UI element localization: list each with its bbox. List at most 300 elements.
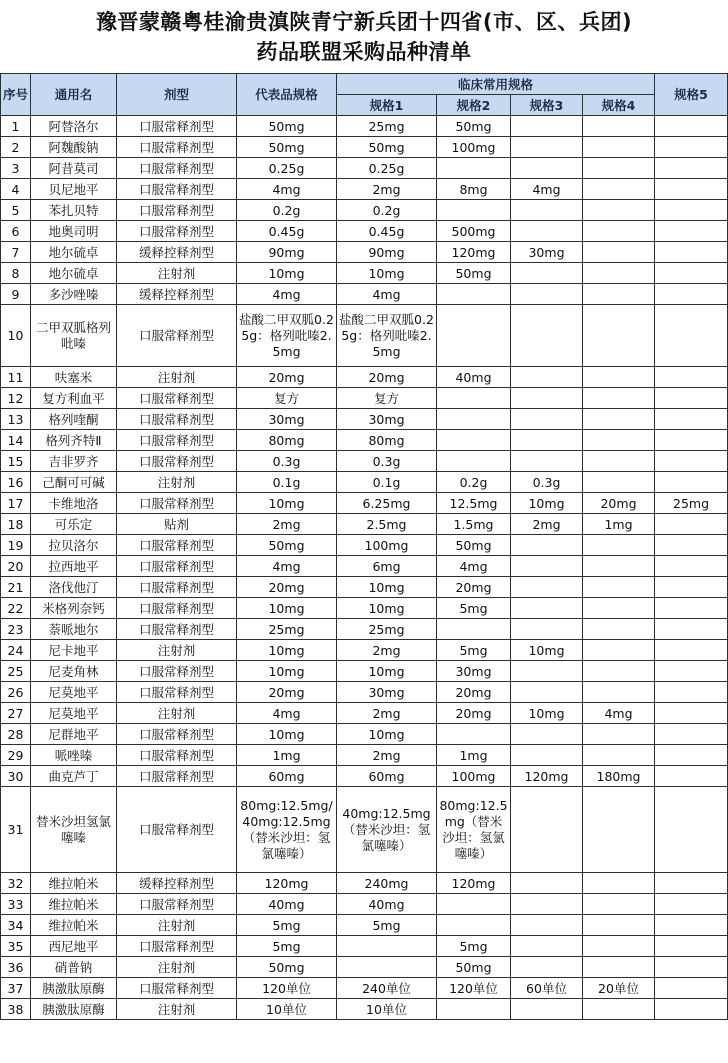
cell-spec-4 xyxy=(583,367,655,388)
cell-name: 维拉帕米 xyxy=(31,873,117,894)
cell-form: 口服常释剂型 xyxy=(117,619,237,640)
cell-rep-spec: 90mg xyxy=(237,242,337,263)
table-row xyxy=(1,766,728,787)
header-spec-3: 规格3 xyxy=(511,95,583,116)
cell-spec-3 xyxy=(511,999,583,1020)
document-title-line1: 豫晋蒙赣粤桂渝贵滇陕青宁新兵团十四省(市、区、兵团) xyxy=(95,10,633,34)
header-rep-spec: 代表品规格 xyxy=(237,74,337,116)
cell-rep-spec: 50mg xyxy=(237,957,337,978)
cell-rep-spec: 0.1g xyxy=(237,472,337,493)
cell-spec-5 xyxy=(655,682,728,703)
cell-name: 阿替洛尔 xyxy=(31,116,117,137)
cell-spec-1: 20mg xyxy=(337,367,437,388)
cell-spec-2 xyxy=(437,451,511,472)
cell-index: 7 xyxy=(1,242,31,263)
cell-spec-5 xyxy=(655,200,728,221)
cell-spec-5 xyxy=(655,661,728,682)
cell-spec-4 xyxy=(583,221,655,242)
cell-rep-spec: 50mg xyxy=(237,116,337,137)
cell-rep-spec: 0.2g xyxy=(237,200,337,221)
cell-name: 格列齐特Ⅱ xyxy=(31,430,117,451)
cell-spec-4 xyxy=(583,682,655,703)
cell-spec-4: 20mg xyxy=(583,493,655,514)
cell-name: 复方利血平 xyxy=(31,388,117,409)
cell-spec-3: 10mg xyxy=(511,640,583,661)
cell-index: 34 xyxy=(1,915,31,936)
cell-form: 注射剂 xyxy=(117,957,237,978)
cell-spec-4 xyxy=(583,242,655,263)
cell-index: 8 xyxy=(1,263,31,284)
cell-form: 口服常释剂型 xyxy=(117,598,237,619)
cell-index: 30 xyxy=(1,766,31,787)
cell-spec-5 xyxy=(655,556,728,577)
cell-spec-2: 50mg xyxy=(437,116,511,137)
cell-spec-3 xyxy=(511,388,583,409)
cell-spec-3 xyxy=(511,284,583,305)
cell-form: 口服常释剂型 xyxy=(117,116,237,137)
cell-spec-4 xyxy=(583,137,655,158)
cell-index: 13 xyxy=(1,409,31,430)
cell-index: 26 xyxy=(1,682,31,703)
table-row xyxy=(1,179,728,200)
cell-spec-1: 0.1g xyxy=(337,472,437,493)
cell-form: 注射剂 xyxy=(117,263,237,284)
cell-index: 20 xyxy=(1,556,31,577)
cell-spec-2: 20mg xyxy=(437,577,511,598)
cell-spec-3: 10mg xyxy=(511,703,583,724)
table-row xyxy=(1,598,728,619)
cell-spec-1 xyxy=(337,936,437,957)
cell-spec-5 xyxy=(655,535,728,556)
cell-spec-5 xyxy=(655,305,728,367)
cell-spec-3 xyxy=(511,158,583,179)
cell-form: 口服常释剂型 xyxy=(117,661,237,682)
cell-spec-1: 2mg xyxy=(337,745,437,766)
table-row xyxy=(1,915,728,936)
cell-spec-4 xyxy=(583,936,655,957)
cell-spec-3 xyxy=(511,661,583,682)
cell-name: 替米沙坦氢氯噻嗪 xyxy=(31,787,117,873)
cell-rep-spec: 4mg xyxy=(237,703,337,724)
cell-spec-2: 50mg xyxy=(437,957,511,978)
cell-form: 口服常释剂型 xyxy=(117,535,237,556)
cell-spec-4 xyxy=(583,577,655,598)
table-row xyxy=(1,200,728,221)
cell-spec-5 xyxy=(655,936,728,957)
cell-spec-2: 12.5mg xyxy=(437,493,511,514)
cell-name: 吉非罗齐 xyxy=(31,451,117,472)
cell-spec-5 xyxy=(655,577,728,598)
cell-name: 卡维地洛 xyxy=(31,493,117,514)
cell-spec-4 xyxy=(583,430,655,451)
cell-rep-spec: 80mg xyxy=(237,430,337,451)
table-row xyxy=(1,936,728,957)
cell-spec-3: 10mg xyxy=(511,493,583,514)
cell-spec-1: 240单位 xyxy=(337,978,437,999)
cell-index: 27 xyxy=(1,703,31,724)
table-row xyxy=(1,493,728,514)
cell-spec-1: 60mg xyxy=(337,766,437,787)
cell-spec-2: 4mg xyxy=(437,556,511,577)
cell-index: 38 xyxy=(1,999,31,1020)
cell-spec-4: 1mg xyxy=(583,514,655,535)
cell-rep-spec: 1mg xyxy=(237,745,337,766)
cell-form: 口服常释剂型 xyxy=(117,158,237,179)
cell-spec-3: 2mg xyxy=(511,514,583,535)
cell-index: 12 xyxy=(1,388,31,409)
cell-spec-2: 500mg xyxy=(437,221,511,242)
cell-rep-spec: 25mg xyxy=(237,619,337,640)
cell-spec-4 xyxy=(583,873,655,894)
cell-name: 地尔硫卓 xyxy=(31,263,117,284)
cell-name: 萘哌地尔 xyxy=(31,619,117,640)
cell-index: 37 xyxy=(1,978,31,999)
cell-rep-spec: 10单位 xyxy=(237,999,337,1020)
table-row xyxy=(1,640,728,661)
cell-index: 36 xyxy=(1,957,31,978)
cell-index: 25 xyxy=(1,661,31,682)
cell-spec-2: 120单位 xyxy=(437,978,511,999)
cell-name: 可乐定 xyxy=(31,514,117,535)
table-row xyxy=(1,535,728,556)
cell-spec-5 xyxy=(655,367,728,388)
cell-spec-3 xyxy=(511,915,583,936)
cell-spec-2: 120mg xyxy=(437,242,511,263)
cell-spec-3 xyxy=(511,598,583,619)
header-spec-4: 规格4 xyxy=(583,95,655,116)
cell-form: 口服常释剂型 xyxy=(117,745,237,766)
header-name: 通用名 xyxy=(31,74,117,116)
table-row xyxy=(1,957,728,978)
cell-spec-1: 2mg xyxy=(337,640,437,661)
cell-rep-spec: 20mg xyxy=(237,682,337,703)
table-row xyxy=(1,999,728,1020)
cell-index: 14 xyxy=(1,430,31,451)
cell-spec-5 xyxy=(655,158,728,179)
cell-spec-4 xyxy=(583,661,655,682)
cell-spec-5 xyxy=(655,409,728,430)
cell-index: 28 xyxy=(1,724,31,745)
cell-spec-5 xyxy=(655,598,728,619)
table-header xyxy=(1,74,728,116)
table-row xyxy=(1,873,728,894)
cell-index: 35 xyxy=(1,936,31,957)
cell-spec-4: 20单位 xyxy=(583,978,655,999)
cell-spec-4 xyxy=(583,999,655,1020)
table-row xyxy=(1,221,728,242)
cell-spec-3 xyxy=(511,894,583,915)
cell-spec-2 xyxy=(437,619,511,640)
cell-rep-spec: 10mg xyxy=(237,598,337,619)
cell-rep-spec: 4mg xyxy=(237,284,337,305)
cell-rep-spec: 50mg xyxy=(237,535,337,556)
cell-spec-4 xyxy=(583,200,655,221)
table-row xyxy=(1,430,728,451)
table-row xyxy=(1,619,728,640)
cell-spec-3 xyxy=(511,619,583,640)
cell-spec-3 xyxy=(511,577,583,598)
cell-spec-5 xyxy=(655,451,728,472)
table-row xyxy=(1,305,728,367)
cell-form: 口服常释剂型 xyxy=(117,200,237,221)
cell-spec-2 xyxy=(437,388,511,409)
cell-spec-1: 100mg xyxy=(337,535,437,556)
cell-spec-3 xyxy=(511,137,583,158)
cell-spec-3 xyxy=(511,367,583,388)
cell-rep-spec: 120mg xyxy=(237,873,337,894)
cell-spec-5 xyxy=(655,873,728,894)
table-row xyxy=(1,514,728,535)
cell-name: 硝普钠 xyxy=(31,957,117,978)
cell-spec-2: 30mg xyxy=(437,661,511,682)
table-row xyxy=(1,724,728,745)
table-row xyxy=(1,472,728,493)
cell-spec-4 xyxy=(583,158,655,179)
cell-form: 注射剂 xyxy=(117,640,237,661)
cell-rep-spec: 30mg xyxy=(237,409,337,430)
cell-spec-5 xyxy=(655,388,728,409)
cell-form: 口服常释剂型 xyxy=(117,556,237,577)
cell-spec-1: 4mg xyxy=(337,284,437,305)
cell-spec-1: 10mg xyxy=(337,724,437,745)
cell-name: 拉西地平 xyxy=(31,556,117,577)
cell-spec-2: 1mg xyxy=(437,745,511,766)
cell-spec-3 xyxy=(511,556,583,577)
cell-spec-1: 2.5mg xyxy=(337,514,437,535)
cell-rep-spec: 10mg xyxy=(237,640,337,661)
cell-spec-4 xyxy=(583,745,655,766)
cell-spec-1: 6.25mg xyxy=(337,493,437,514)
cell-spec-2: 40mg xyxy=(437,367,511,388)
cell-spec-3: 0.3g xyxy=(511,472,583,493)
table-body xyxy=(1,116,728,1020)
cell-spec-5 xyxy=(655,284,728,305)
cell-form: 口服常释剂型 xyxy=(117,724,237,745)
cell-spec-1: 25mg xyxy=(337,619,437,640)
cell-name: 尼卡地平 xyxy=(31,640,117,661)
cell-form: 口服常释剂型 xyxy=(117,409,237,430)
cell-form: 口服常释剂型 xyxy=(117,388,237,409)
cell-form: 口服常释剂型 xyxy=(117,894,237,915)
cell-index: 5 xyxy=(1,200,31,221)
cell-spec-1: 盐酸二甲双胍0.25g：格列吡嗪2.5mg xyxy=(337,305,437,367)
cell-spec-2 xyxy=(437,409,511,430)
cell-rep-spec: 0.25g xyxy=(237,158,337,179)
cell-form: 口服常释剂型 xyxy=(117,577,237,598)
cell-name: 呋塞米 xyxy=(31,367,117,388)
cell-name: 胰激肽原酶 xyxy=(31,978,117,999)
cell-spec-2: 5mg xyxy=(437,598,511,619)
cell-name: 维拉帕米 xyxy=(31,915,117,936)
cell-form: 注射剂 xyxy=(117,915,237,936)
cell-form: 缓释控释剂型 xyxy=(117,873,237,894)
cell-spec-1: 复方 xyxy=(337,388,437,409)
cell-rep-spec: 0.45g xyxy=(237,221,337,242)
cell-index: 24 xyxy=(1,640,31,661)
cell-form: 注射剂 xyxy=(117,999,237,1020)
cell-spec-2: 20mg xyxy=(437,703,511,724)
cell-spec-1: 40mg xyxy=(337,894,437,915)
cell-spec-1: 10mg xyxy=(337,598,437,619)
cell-name: 阿昔莫司 xyxy=(31,158,117,179)
cell-spec-2: 100mg xyxy=(437,137,511,158)
cell-spec-5 xyxy=(655,894,728,915)
cell-index: 18 xyxy=(1,514,31,535)
cell-spec-2: 100mg xyxy=(437,766,511,787)
cell-spec-3 xyxy=(511,535,583,556)
cell-form: 口服常释剂型 xyxy=(117,493,237,514)
cell-spec-5 xyxy=(655,787,728,873)
cell-index: 21 xyxy=(1,577,31,598)
cell-form: 贴剂 xyxy=(117,514,237,535)
cell-rep-spec: 0.3g xyxy=(237,451,337,472)
cell-index: 16 xyxy=(1,472,31,493)
table-row xyxy=(1,745,728,766)
cell-spec-5 xyxy=(655,116,728,137)
cell-spec-4 xyxy=(583,388,655,409)
table-row xyxy=(1,137,728,158)
cell-spec-3 xyxy=(511,409,583,430)
cell-spec-1: 30mg xyxy=(337,409,437,430)
cell-spec-2: 0.2g xyxy=(437,472,511,493)
table-row xyxy=(1,158,728,179)
cell-rep-spec: 4mg xyxy=(237,556,337,577)
table-row xyxy=(1,284,728,305)
cell-spec-2 xyxy=(437,915,511,936)
cell-spec-5 xyxy=(655,137,728,158)
cell-name: 曲克芦丁 xyxy=(31,766,117,787)
cell-name: 地尔硫卓 xyxy=(31,242,117,263)
cell-spec-2 xyxy=(437,158,511,179)
cell-form: 口服常释剂型 xyxy=(117,430,237,451)
cell-spec-2: 50mg xyxy=(437,263,511,284)
cell-spec-2: 80mg:12.5mg（替米沙坦：氢氯噻嗪） xyxy=(437,787,511,873)
cell-rep-spec: 4mg xyxy=(237,179,337,200)
cell-spec-1: 0.25g xyxy=(337,158,437,179)
cell-spec-3 xyxy=(511,263,583,284)
cell-rep-spec: 5mg xyxy=(237,915,337,936)
cell-spec-3 xyxy=(511,873,583,894)
cell-spec-2 xyxy=(437,724,511,745)
cell-spec-1: 25mg xyxy=(337,116,437,137)
cell-spec-2: 5mg xyxy=(437,640,511,661)
cell-spec-3 xyxy=(511,724,583,745)
cell-spec-4 xyxy=(583,535,655,556)
cell-spec-4 xyxy=(583,915,655,936)
cell-spec-1: 0.2g xyxy=(337,200,437,221)
cell-spec-4 xyxy=(583,116,655,137)
table-row xyxy=(1,451,728,472)
cell-rep-spec: 10mg xyxy=(237,724,337,745)
cell-form: 注射剂 xyxy=(117,472,237,493)
cell-spec-4 xyxy=(583,598,655,619)
cell-name: 苯扎贝特 xyxy=(31,200,117,221)
cell-rep-spec: 20mg xyxy=(237,367,337,388)
cell-form: 口服常释剂型 xyxy=(117,451,237,472)
cell-form: 注射剂 xyxy=(117,703,237,724)
cell-index: 11 xyxy=(1,367,31,388)
document-title-line2: 药品联盟采购品种清单 xyxy=(256,40,472,64)
table-row xyxy=(1,388,728,409)
table-row xyxy=(1,703,728,724)
cell-index: 3 xyxy=(1,158,31,179)
cell-rep-spec: 2mg xyxy=(237,514,337,535)
cell-form: 口服常释剂型 xyxy=(117,137,237,158)
table-row xyxy=(1,978,728,999)
cell-index: 4 xyxy=(1,179,31,200)
cell-spec-3 xyxy=(511,682,583,703)
cell-spec-4 xyxy=(583,957,655,978)
cell-spec-1: 0.45g xyxy=(337,221,437,242)
cell-spec-2: 20mg xyxy=(437,682,511,703)
cell-rep-spec: 10mg xyxy=(237,661,337,682)
cell-name: 格列喹酮 xyxy=(31,409,117,430)
cell-spec-5 xyxy=(655,263,728,284)
cell-spec-1: 0.3g xyxy=(337,451,437,472)
table-row xyxy=(1,894,728,915)
cell-name: 尼麦角林 xyxy=(31,661,117,682)
cell-index: 1 xyxy=(1,116,31,137)
cell-spec-2 xyxy=(437,894,511,915)
cell-rep-spec: 60mg xyxy=(237,766,337,787)
table-row xyxy=(1,263,728,284)
cell-spec-3 xyxy=(511,305,583,367)
cell-name: 阿魏酸钠 xyxy=(31,137,117,158)
cell-form: 缓释控释剂型 xyxy=(117,284,237,305)
cell-spec-4 xyxy=(583,472,655,493)
cell-spec-5 xyxy=(655,640,728,661)
cell-spec-1: 6mg xyxy=(337,556,437,577)
cell-spec-1: 80mg xyxy=(337,430,437,451)
cell-index: 17 xyxy=(1,493,31,514)
cell-spec-5 xyxy=(655,703,728,724)
table-row xyxy=(1,661,728,682)
cell-form: 口服常释剂型 xyxy=(117,179,237,200)
cell-name: 尼群地平 xyxy=(31,724,117,745)
cell-rep-spec: 50mg xyxy=(237,137,337,158)
cell-spec-4 xyxy=(583,787,655,873)
cell-spec-1: 10mg xyxy=(337,661,437,682)
cell-form: 注射剂 xyxy=(117,367,237,388)
cell-name: 米格列奈钙 xyxy=(31,598,117,619)
table-row xyxy=(1,116,728,137)
cell-index: 33 xyxy=(1,894,31,915)
cell-index: 23 xyxy=(1,619,31,640)
cell-spec-3: 30mg xyxy=(511,242,583,263)
cell-spec-4 xyxy=(583,451,655,472)
cell-spec-5 xyxy=(655,619,728,640)
cell-index: 31 xyxy=(1,787,31,873)
table-row xyxy=(1,787,728,873)
cell-name: 地奥司明 xyxy=(31,221,117,242)
cell-index: 19 xyxy=(1,535,31,556)
cell-spec-3: 60单位 xyxy=(511,978,583,999)
cell-index: 9 xyxy=(1,284,31,305)
cell-spec-1: 240mg xyxy=(337,873,437,894)
cell-spec-2: 120mg xyxy=(437,873,511,894)
header-index: 序号 xyxy=(1,74,31,116)
cell-spec-3 xyxy=(511,430,583,451)
cell-rep-spec: 80mg:12.5mg/40mg:12.5mg（替米沙坦：氢氯噻嗪） xyxy=(237,787,337,873)
cell-spec-5 xyxy=(655,978,728,999)
cell-spec-2: 8mg xyxy=(437,179,511,200)
cell-spec-4 xyxy=(583,724,655,745)
header-spec-5: 规格5 xyxy=(655,74,728,116)
cell-spec-5 xyxy=(655,724,728,745)
cell-spec-5 xyxy=(655,957,728,978)
cell-spec-3 xyxy=(511,221,583,242)
cell-spec-2 xyxy=(437,284,511,305)
